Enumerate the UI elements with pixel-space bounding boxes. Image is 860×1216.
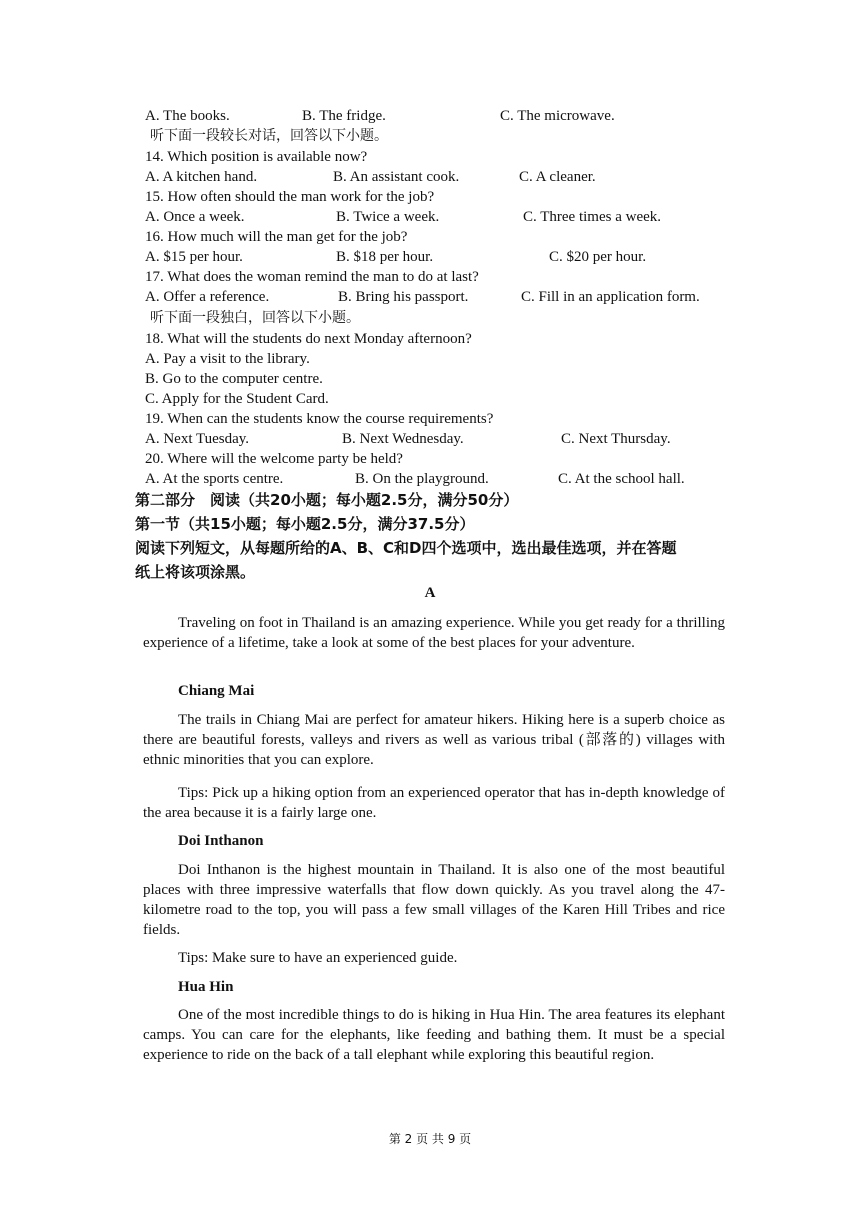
instruction-line-1: 阅读下列短文，从每题所给的A、B、C和D四个选项中，选出最佳选项，并在答题 — [135, 539, 677, 557]
q14-option-b: B. An assistant cook. — [333, 169, 460, 185]
q14-option-a: A. A kitchen hand. — [145, 169, 258, 185]
part-two-title: 第二部分 阅读（共20小题；每小题2.5分，满分50分） — [135, 491, 519, 509]
q14-stem: 14. Which position is available now? — [145, 149, 368, 165]
q19-stem: 19. When can the students know the course requirements? — [145, 411, 494, 427]
q13-option-b: B. The fridge. — [302, 108, 386, 124]
dialogue-instruction: 听下面一段较长对话，回答以下小题。 — [150, 128, 388, 144]
place-tips-chiang-mai: Tips: Pick up a hiking option from an experienced operator that has in-depth knowledge of the area because it is a fairly large one. — [143, 785, 725, 821]
q19-option-c: C. Next Thursday. — [561, 431, 671, 447]
q20-option-a: A. At the sports centre. — [145, 471, 284, 487]
place-heading-chiang-mai: Chiang Mai — [178, 683, 255, 699]
q15-option-a: A. Once a week. — [145, 209, 245, 225]
monologue-instruction: 听下面一段独白，回答以下小题。 — [150, 310, 360, 326]
q13-option-c: C. The microwave. — [500, 108, 615, 124]
q16-stem: 16. How much will the man get for the job? — [145, 229, 408, 245]
q20-option-c: C. At the school hall. — [558, 471, 685, 487]
q16-option-a: A. $15 per hour. — [145, 249, 243, 265]
place-tips-doi-inthanon: Tips: Make sure to have an experienced guide. — [178, 950, 458, 966]
place-body-doi-inthanon: Doi Inthanon is the highest mountain in Thailand. It is also one of the most beautiful places with three impressive waterfalls that flow down quickly. As you travel along the 47-kilometre road to the top, you will pass a few small villages of the Karen Hill Tribes and rice fields. — [143, 862, 725, 938]
place-heading-hua-hin: Hua Hin — [178, 979, 234, 995]
q20-option-b: B. On the playground. — [355, 471, 489, 487]
q15-option-c: C. Three times a week. — [523, 209, 662, 225]
q13-option-a: A. The books. — [145, 108, 230, 124]
instruction-line-2: 纸上将该项涂黑。 — [135, 563, 256, 581]
page-number: 第 2 页 共 9 页 — [388, 1132, 472, 1146]
q19-option-b: B. Next Wednesday. — [342, 431, 464, 447]
place-heading-doi-inthanon: Doi Inthanon — [178, 833, 264, 849]
q18-option-b: B. Go to the computer centre. — [145, 371, 323, 387]
passage-letter: A — [424, 585, 436, 601]
q16-option-b: B. $18 per hour. — [336, 249, 434, 265]
q17-option-b: B. Bring his passport. — [338, 289, 469, 305]
q14-option-c: C. A cleaner. — [519, 169, 596, 185]
q17-option-c: C. Fill in an application form. — [521, 289, 700, 305]
q16-option-c: C. $20 per hour. — [549, 249, 647, 265]
q18-option-a: A. Pay a visit to the library. — [145, 351, 310, 367]
q18-stem: 18. What will the students do next Monday afternoon? — [145, 331, 472, 347]
q17-stem: 17. What does the woman remind the man to do at last? — [145, 269, 479, 285]
q15-option-b: B. Twice a week. — [336, 209, 440, 225]
place-body-chiang-mai: The trails in Chiang Mai are perfect for amateur hikers. Hiking here is a superb choice as there are beautiful forests, valleys and rivers as well as various tribal (部落的) villages with ethnic minorities that you can explore. — [143, 712, 725, 768]
q18-option-c: C. Apply for the Student Card. — [145, 391, 329, 407]
place-body-hua-hin: One of the most incredible things to do is hiking in Hua Hin. The area features its elephant camps. You can care for the elephants, like feeding and bathing them. It must be a special experience to ride on the back of a tall elephant while exploring this beautiful region. — [143, 1007, 725, 1063]
section-one-title: 第一节（共15小题；每小题2.5分，满分37.5分） — [135, 515, 475, 533]
q15-stem: 15. How often should the man work for the job? — [145, 189, 435, 205]
q20-stem: 20. Where will the welcome party be held? — [145, 451, 403, 467]
q17-option-a: A. Offer a reference. — [145, 289, 270, 305]
q19-option-a: A. Next Tuesday. — [145, 431, 250, 447]
passage-intro: Traveling on foot in Thailand is an amazing experience. While you get ready for a thrilling experience of a lifetime, take a look at some of the best places for your adventure. — [143, 615, 725, 651]
